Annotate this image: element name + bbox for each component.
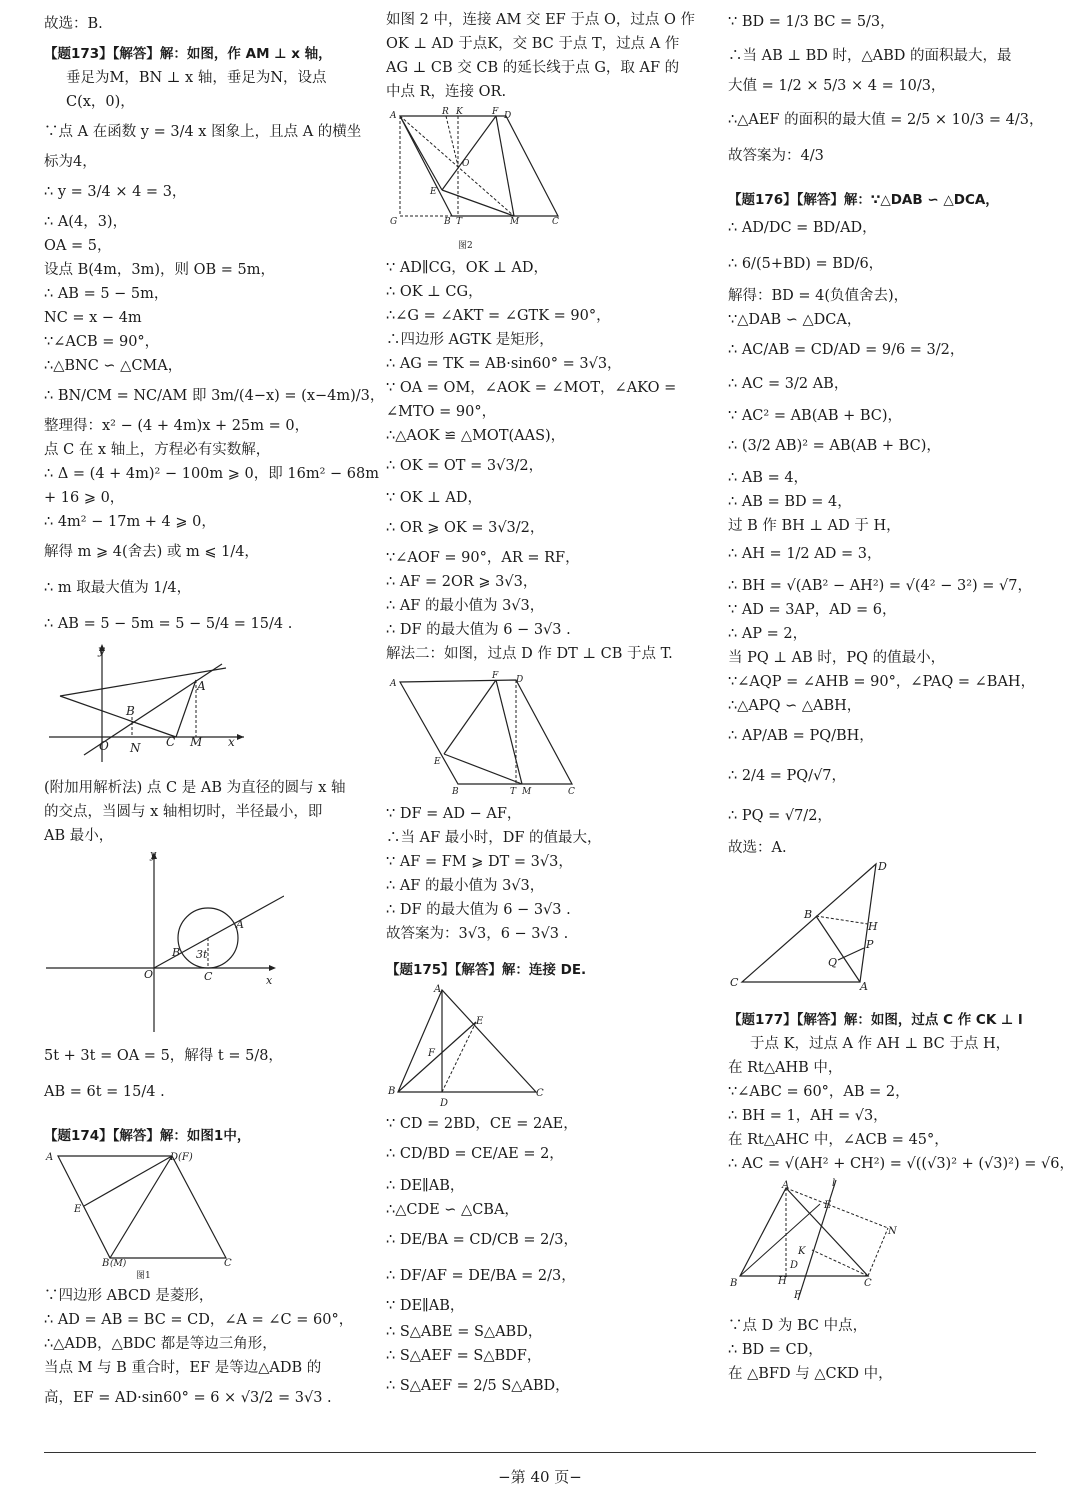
solution-line: 整理得：x² − (4 + 4m)x + 25m = 0， (44, 418, 310, 434)
svg-text:y: y (98, 643, 105, 657)
solution-line: ∴∠G = ∠AKT = ∠GTK = 90°， (386, 308, 611, 324)
solution-line: 故答案为：4/3 (728, 148, 824, 164)
solution-line: ∴ AD = AB = BC = CD，∠A = ∠C = 60°， (44, 1312, 354, 1328)
solution-line: 点 C 在 x 轴上，方程必有实数解， (44, 442, 271, 458)
solution-line: ∴△APQ ∽ △ABH， (728, 698, 862, 714)
solution-line: ∵点 A 在函数 y = 3/4 x 图象上，且点 A 的横坐 (44, 124, 362, 140)
svg-text:O: O (462, 159, 470, 169)
solution-line: 5t + 3t = OA = 5，解得 t = 5/8， (44, 1048, 283, 1064)
page-number: −第 40 页− (498, 1468, 582, 1486)
solution-line: ∵∠ACB = 90°， (44, 334, 160, 350)
solution-line: ∵四边形 ABCD 是菱形， (44, 1288, 214, 1304)
solution-line: ∵点 D 为 BC 中点， (728, 1318, 868, 1334)
svg-text:M: M (190, 735, 203, 749)
svg-text:B: B (172, 946, 181, 959)
svg-text:A: A (434, 984, 442, 995)
problem-heading: 【题176】【解答】解：∵△DAB ∽ △DCA， (728, 192, 999, 208)
svg-text:A: A (46, 1152, 54, 1163)
solution-line: ∴ AG = TK = AB·sin60° = 3√3， (386, 356, 622, 372)
solution-line: 中点 R，连接 OR. (386, 84, 507, 100)
solution-line: ∵ AD = 3AP，AD = 6， (728, 602, 897, 618)
svg-text:K: K (798, 1246, 806, 1257)
solution-line: OA = 5， (44, 238, 112, 254)
solution-line: ∴ OR ⩾ OK = 3√3/2， (386, 520, 545, 536)
solution-line: AB 最小， (44, 828, 114, 844)
solution-line: ∵ OK ⊥ AD， (386, 490, 483, 506)
svg-text:C: C (224, 1258, 232, 1269)
svg-text:x: x (266, 974, 273, 987)
solution-line: ∴△AOK ≌ △MOT(AAS)， (386, 428, 566, 444)
solution-line: ∴ DF 的最大值为 6 − 3√3 . (386, 902, 571, 918)
svg-text:A: A (390, 111, 397, 121)
svg-text:D: D (790, 1260, 799, 1271)
solution-line: ∴ DE∥AB， (386, 1178, 465, 1194)
solution-line: ∴ AB = 5 − 5m = 5 − 5/4 = 15/4 . (44, 616, 293, 632)
solution-line: ∴ DF/AF = DE/BA = 2/3， (386, 1268, 576, 1284)
figure-174-rhombus-3 (386, 668, 586, 798)
svg-text:(M): (M) (110, 1259, 127, 1269)
solution-line: 如图 2 中，连接 AM 交 EF 于点 O，过点 O 作 (386, 12, 695, 28)
solution-line: ∵ AC² = AB(AB + BC)， (728, 408, 903, 424)
svg-text:A: A (236, 918, 244, 931)
problem-heading: 【题177】【解答】解：如图，过点 C 作 CK ⊥ l (728, 1012, 1023, 1028)
solution-line: 当点 M 与 B 重合时，EF 是等边△ADB 的 (44, 1360, 322, 1376)
figure-173-coordinate-triangle (44, 640, 254, 765)
svg-text:A: A (860, 980, 868, 993)
svg-text:y: y (150, 848, 157, 861)
solution-line: ∴ 6/(5+BD) = BD/6， (728, 256, 884, 272)
solution-line: AG ⊥ CB 交 CB 的延长线于点 G，取 AF 的 (386, 60, 680, 76)
svg-text:E: E (74, 1204, 82, 1215)
svg-text:图2: 图2 (458, 241, 473, 251)
solution-line: ∴ BN/CM = NC/AM 即 3m/(4−x) = (x−4m)/3， (44, 388, 385, 404)
solution-line: 在 Rt△AHC 中，∠ACB = 45°， (728, 1132, 949, 1148)
svg-text:D: D (878, 860, 887, 873)
svg-text:H: H (868, 920, 878, 933)
solution-line: 过 B 作 BH ⊥ AD 于 H， (728, 518, 901, 534)
solution-line: 于点 K，过点 A 作 AH ⊥ BC 于点 H， (750, 1036, 1011, 1052)
svg-text:C: C (166, 735, 176, 749)
svg-text:B: B (452, 787, 459, 797)
svg-text:B: B (730, 1278, 738, 1289)
figure-177-triangle (728, 1176, 908, 1306)
solution-line: 解得 m ⩾ 4(舍去) 或 m ⩽ 1/4， (44, 544, 259, 560)
solution-line: ∴ CD/BD = CE/AE = 2， (386, 1146, 564, 1162)
svg-text:C: C (864, 1278, 872, 1289)
solution-line: ∴ OK ⊥ CG， (386, 284, 483, 300)
svg-text:M: M (522, 787, 532, 797)
solution-line: ∴ AF 的最小值为 3√3， (386, 598, 545, 614)
figure-174-rhombus-1 (44, 1148, 244, 1283)
solution-line: ∴ AB = 5 − 5m， (44, 286, 169, 302)
svg-text:K: K (456, 107, 463, 117)
solution-line: ∵ DE∥AB， (386, 1298, 465, 1314)
figure-173-circle-tangent (44, 846, 284, 1036)
solution-line: ∴四边形 AGTK 是矩形， (386, 332, 554, 348)
solution-line: ∴ AH = 1/2 AD = 3， (728, 546, 882, 562)
solution-line: + 16 ⩾ 0， (44, 490, 125, 506)
solution-line: AB = 6t = 15/4 . (44, 1084, 165, 1100)
solution-line: ∴ AF = 2OR ⩾ 3√3， (386, 574, 538, 590)
solution-line: ∴ DF 的最大值为 6 − 3√3 . (386, 622, 571, 638)
solution-line: ∴ BH = √(AB² − AH²) = √(4² − 3²) = √7， (728, 578, 1032, 594)
solution-line: 设点 B(4m，3m)，则 OB = 5m， (44, 262, 276, 278)
svg-text:A: A (390, 679, 397, 689)
solution-line: ∵ AD∥CG，OK ⊥ AD， (386, 260, 548, 276)
solution-line: NC = x − 4m (44, 310, 142, 326)
solution-line: C(x，0)， (66, 94, 135, 110)
solution-line: 当 PQ ⊥ AB 时，PQ 的值最小， (728, 650, 946, 666)
svg-text:T: T (510, 787, 517, 797)
figure-174-rhombus-2 (386, 104, 566, 254)
svg-text:F: F (794, 1290, 801, 1301)
svg-text:D: D (440, 1098, 449, 1108)
figure-176-triangle (728, 856, 908, 996)
svg-text:C: C (204, 970, 213, 983)
problem-heading: 【题174】【解答】解：如图1中， (44, 1128, 251, 1144)
solution-line: ∴ OK = OT = 3√3/2， (386, 458, 544, 474)
svg-text:图1: 图1 (136, 1271, 151, 1281)
solution-line: ∴ DE/BA = CD/CB = 2/3， (386, 1232, 578, 1248)
solution-line: 故答案为：3√3，6 − 3√3 . (386, 926, 569, 942)
svg-text:D: D (516, 675, 524, 685)
solution-line: 的交点，当圆与 x 轴相切时，半径最小，即 (44, 804, 323, 820)
svg-text:A: A (782, 1180, 790, 1191)
svg-text:D(F): D(F) (170, 1152, 193, 1163)
solution-line: 解得：BD = 4(负值舍去)， (728, 288, 909, 304)
svg-text:B: B (388, 1086, 396, 1097)
solution-line: ∴ 2/4 = PQ/√7， (728, 768, 847, 784)
solution-line: (附加用解析法) 点 C 是 AB 为直径的圆与 x 轴 (44, 780, 346, 796)
solution-line: ∴ 4m² − 17m + 4 ⩾ 0， (44, 514, 216, 530)
svg-text:O: O (99, 739, 109, 753)
svg-text:N: N (888, 1226, 897, 1237)
svg-text:B: B (102, 1258, 110, 1269)
svg-text:C: C (730, 976, 739, 989)
svg-text:E: E (430, 187, 437, 197)
solution-line: ∴ BH = 1，AH = √3， (728, 1108, 888, 1124)
solution-line: ∴ AP/AB = PQ/BH， (728, 728, 874, 744)
svg-text:B: B (444, 217, 451, 227)
solution-line: 高，EF = AD·sin60° = 6 × √3/2 = 3√3 . (44, 1390, 332, 1406)
solution-line: ∴△ADB，△BDC 都是等边三角形， (44, 1336, 277, 1352)
solution-line: ∴ AP = 2， (728, 626, 808, 642)
solution-line: 故选：B. (44, 16, 103, 32)
solution-line: 故选：A. (728, 840, 787, 856)
solution-line: ∵∠ABC = 60°，AB = 2， (728, 1084, 910, 1100)
svg-text:F: F (492, 671, 499, 681)
solution-line: ∵∠AOF = 90°，AR = RF， (386, 550, 580, 566)
svg-text:D: D (504, 111, 512, 121)
solution-line: ∵∠AQP = ∠AHB = 90°，∠PAQ = ∠BAH， (728, 674, 1036, 690)
solution-line: ∵ OA = OM，∠AOK = ∠MOT，∠AKO = (386, 380, 677, 396)
svg-text:R: R (442, 107, 449, 117)
svg-text:B: B (804, 908, 813, 921)
svg-text:E: E (824, 1200, 832, 1211)
solution-line: ∵ CD = 2BD，CE = 2AE， (386, 1116, 578, 1132)
solution-line: OK ⊥ AD 于点K，交 BC 于点 T，过点 A 作 (386, 36, 680, 52)
solution-line: ∴ m 取最大值为 1/4， (44, 580, 192, 596)
svg-text:N: N (130, 741, 141, 755)
svg-text:M: M (510, 217, 520, 227)
solution-line: ∴ S△AEF = 2/5 S△ABD， (386, 1378, 570, 1394)
solution-line: ∴当 AB ⊥ BD 时，△ABD 的面积最大，最 (728, 48, 1012, 64)
svg-text:F: F (428, 1048, 435, 1059)
solution-line: ∴ Δ = (4 + 4m)² − 100m ⩾ 0，即 16m² − 68m (44, 466, 379, 482)
solution-line: 大值 = 1/2 × 5/3 × 4 = 10/3， (728, 78, 946, 94)
svg-text:3t: 3t (196, 948, 208, 961)
solution-line: ∴ AD/DC = BD/AD， (728, 220, 877, 236)
solution-line: 解法二：如图，过点 D 作 DT ⊥ CB 于点 T. (386, 646, 673, 662)
solution-line: ∵△DAB ∽ △DCA， (728, 312, 862, 328)
svg-text:C: C (568, 787, 575, 797)
solution-line: ∴ PQ = √7/2， (728, 808, 832, 824)
solution-line: ∴当 AF 最小时，DF 的值最大， (386, 830, 602, 846)
svg-text:F: F (492, 107, 499, 117)
solution-line: ∴△AEF 的面积的最大值 = 2/5 × 10/3 = 4/3， (728, 112, 1044, 128)
svg-text:O: O (144, 968, 154, 981)
svg-text:H: H (778, 1276, 787, 1287)
solution-line: ∴ AC/AB = CD/AD = 9/6 = 3/2， (728, 342, 965, 358)
solution-line: 在 Rt△AHB 中， (728, 1060, 843, 1076)
solution-line: ∴ S△AEF = S△BDF， (386, 1348, 542, 1364)
solution-line: ∴ BD = CD， (728, 1342, 823, 1358)
solution-line: ∴ A(4，3)， (44, 214, 128, 230)
solution-line: ∴ S△ABE = S△ABD， (386, 1324, 543, 1340)
svg-text:G: G (390, 217, 398, 227)
solution-line: 在 △BFD 与 △CKD 中， (728, 1366, 893, 1382)
svg-text:T: T (456, 217, 463, 227)
svg-text:C: C (552, 217, 559, 227)
svg-text:Q: Q (828, 956, 838, 969)
solution-line: 垂足为M，BN ⊥ x 轴，垂足为N，设点 (66, 70, 327, 86)
svg-text:B: B (126, 704, 135, 718)
svg-text:C: C (536, 1088, 544, 1099)
solution-line: ∴ (3/2 AB)² = AB(AB + BC)， (728, 438, 941, 454)
svg-text:x: x (228, 735, 235, 749)
solution-line: ∵ BD = 1/3 BC = 5/3， (728, 14, 895, 30)
svg-text:l: l (832, 1178, 836, 1189)
svg-text:E: E (476, 1016, 484, 1027)
problem-heading: 【题173】【解答】解：如图，作 AM ⊥ x 轴， (44, 46, 332, 62)
solution-line: 标为4， (44, 154, 97, 170)
svg-text:P: P (866, 938, 874, 951)
solution-line: ∠MTO = 90°， (386, 404, 497, 420)
svg-text:E: E (434, 757, 441, 767)
solution-line: ∴△CDE ∽ △CBA， (386, 1202, 519, 1218)
solution-line: ∵ AF = FM ⩾ DT = 3√3， (386, 854, 573, 870)
footer-rule (44, 1452, 1036, 1453)
solution-line: ∴ y = 3/4 × 4 = 3， (44, 184, 187, 200)
svg-text:A: A (197, 679, 206, 693)
figure-175-triangle (386, 982, 556, 1108)
solution-line: ∵ DF = AD − AF， (386, 806, 522, 822)
solution-line: ∴ AB = BD = 4， (728, 494, 852, 510)
problem-heading: 【题175】【解答】解：连接 DE. (386, 962, 587, 978)
solution-line: ∴ AC = √(AH² + CH²) = √((√3)² + (√3)²) = √6， (728, 1156, 1074, 1172)
solution-line: ∴△BNC ∽ △CMA， (44, 358, 183, 374)
solution-line: ∴ AB = 4， (728, 470, 809, 486)
solution-line: ∴ AF 的最小值为 3√3， (386, 878, 545, 894)
solution-line: ∴ AC = 3/2 AB， (728, 376, 849, 392)
